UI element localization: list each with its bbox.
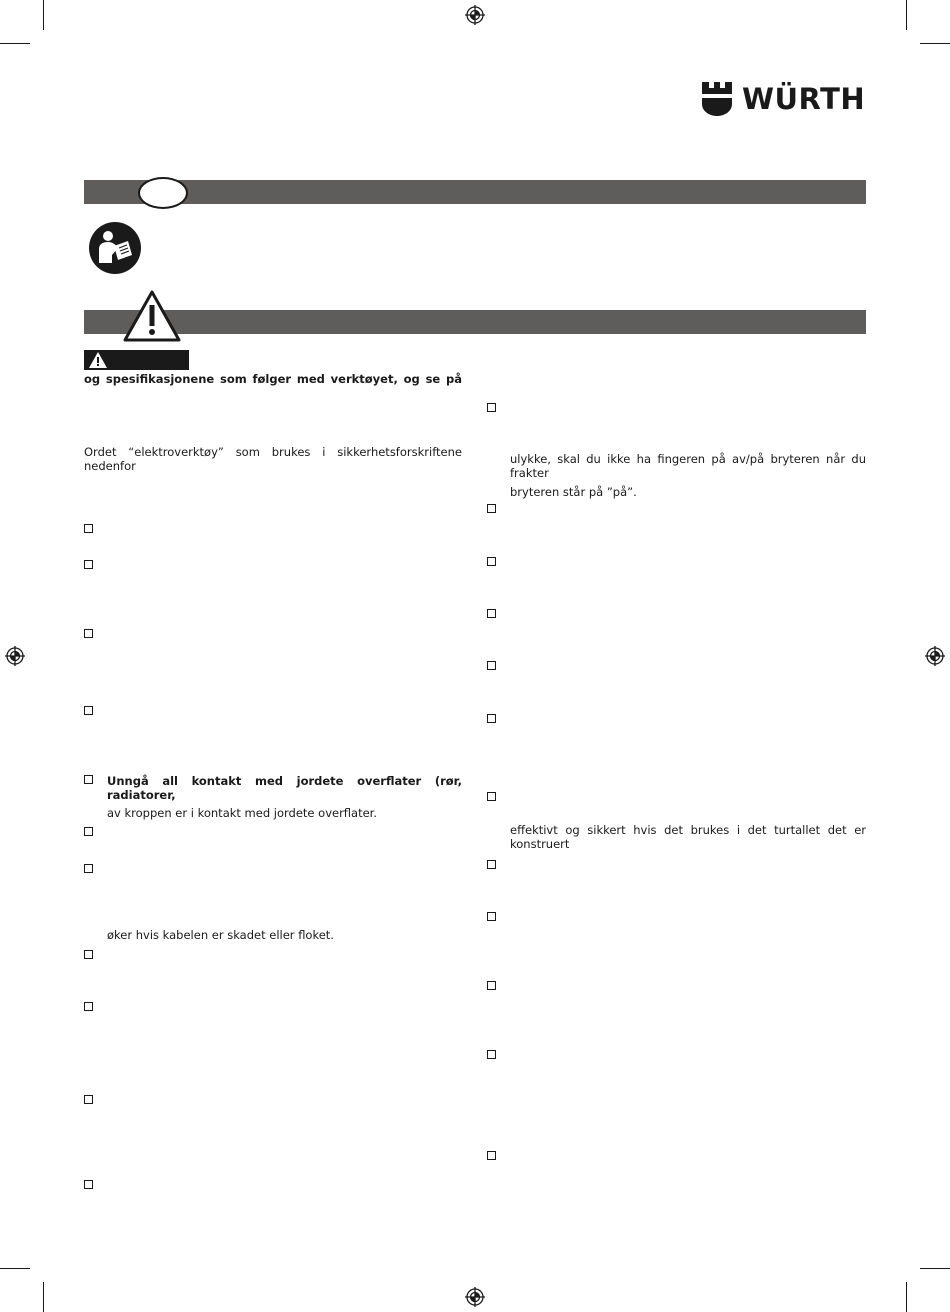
- crop-mark-top-right-v: [906, 0, 907, 30]
- section-header-bar: [84, 180, 866, 204]
- crop-mark-top-right-h: [920, 43, 950, 44]
- warning-small-icon: [88, 351, 108, 369]
- warning-triangle-icon: [122, 289, 182, 343]
- checkbox[interactable]: [84, 1095, 93, 1104]
- registration-mark-top-icon: [465, 5, 485, 25]
- checkbox[interactable]: [487, 714, 496, 723]
- checkbox[interactable]: [84, 775, 93, 784]
- checkbox[interactable]: [487, 792, 496, 801]
- checkbox[interactable]: [487, 403, 496, 412]
- switch-line-2: bryteren står på ”på”.: [510, 485, 637, 499]
- checkbox[interactable]: [487, 557, 496, 566]
- registration-mark-right-icon: [925, 646, 945, 666]
- warning-label: [84, 350, 189, 370]
- checkbox[interactable]: [84, 864, 93, 873]
- language-badge: [138, 177, 188, 209]
- earthing-bold-line: Unngå all kontakt med jordete overflater (rør, radiatorer,: [107, 774, 462, 802]
- checkbox[interactable]: [487, 981, 496, 990]
- intro-bold-line: og spesifikasjonene som følger med verktøyet, og se på: [84, 372, 462, 386]
- crop-mark-top-left-h: [0, 43, 30, 44]
- crop-mark-top-left-v: [43, 0, 44, 30]
- registration-mark-bottom-icon: [465, 1287, 485, 1307]
- brand-logo: [700, 80, 870, 118]
- checkbox[interactable]: [487, 609, 496, 618]
- speed-line: effektivt og sikkert hvis det brukes i det turtallet det er konstruert: [510, 823, 866, 851]
- crop-mark-bottom-right-v: [906, 1282, 907, 1312]
- checkbox[interactable]: [84, 1002, 93, 1011]
- checkbox[interactable]: [487, 1151, 496, 1160]
- brand-wordmark: WÜRTH: [742, 82, 866, 116]
- wurth-emblem-icon: [700, 80, 734, 118]
- checkbox[interactable]: [84, 706, 93, 715]
- checkbox[interactable]: [487, 661, 496, 670]
- checkbox[interactable]: [487, 912, 496, 921]
- checkbox[interactable]: [487, 860, 496, 869]
- definition-line: Ordet “elektroverktøy” som brukes i sikkerhetsforskriftene nedenfor: [84, 445, 462, 473]
- checkbox[interactable]: [84, 1180, 93, 1189]
- cable-cont-line: øker hvis kabelen er skadet eller floket.: [107, 928, 334, 942]
- checkbox[interactable]: [487, 504, 496, 513]
- registration-mark-left-icon: [5, 646, 25, 666]
- checkbox[interactable]: [84, 629, 93, 638]
- crop-mark-bottom-left-h: [0, 1268, 30, 1269]
- safety-section-bar: [84, 310, 866, 334]
- checkbox[interactable]: [84, 560, 93, 569]
- checkbox[interactable]: [84, 950, 93, 959]
- earthing-cont-line: av kroppen er i kontakt med jordete overflater.: [107, 806, 378, 820]
- read-manual-icon: [88, 221, 142, 275]
- switch-line-1: ulykke, skal du ikke ha fingeren på av/på bryteren når du frakter: [510, 452, 866, 480]
- checkbox[interactable]: [84, 827, 93, 836]
- crop-mark-bottom-left-v: [43, 1282, 44, 1312]
- crop-mark-bottom-right-h: [920, 1268, 950, 1269]
- checkbox[interactable]: [487, 1050, 496, 1059]
- checkbox[interactable]: [84, 524, 93, 533]
